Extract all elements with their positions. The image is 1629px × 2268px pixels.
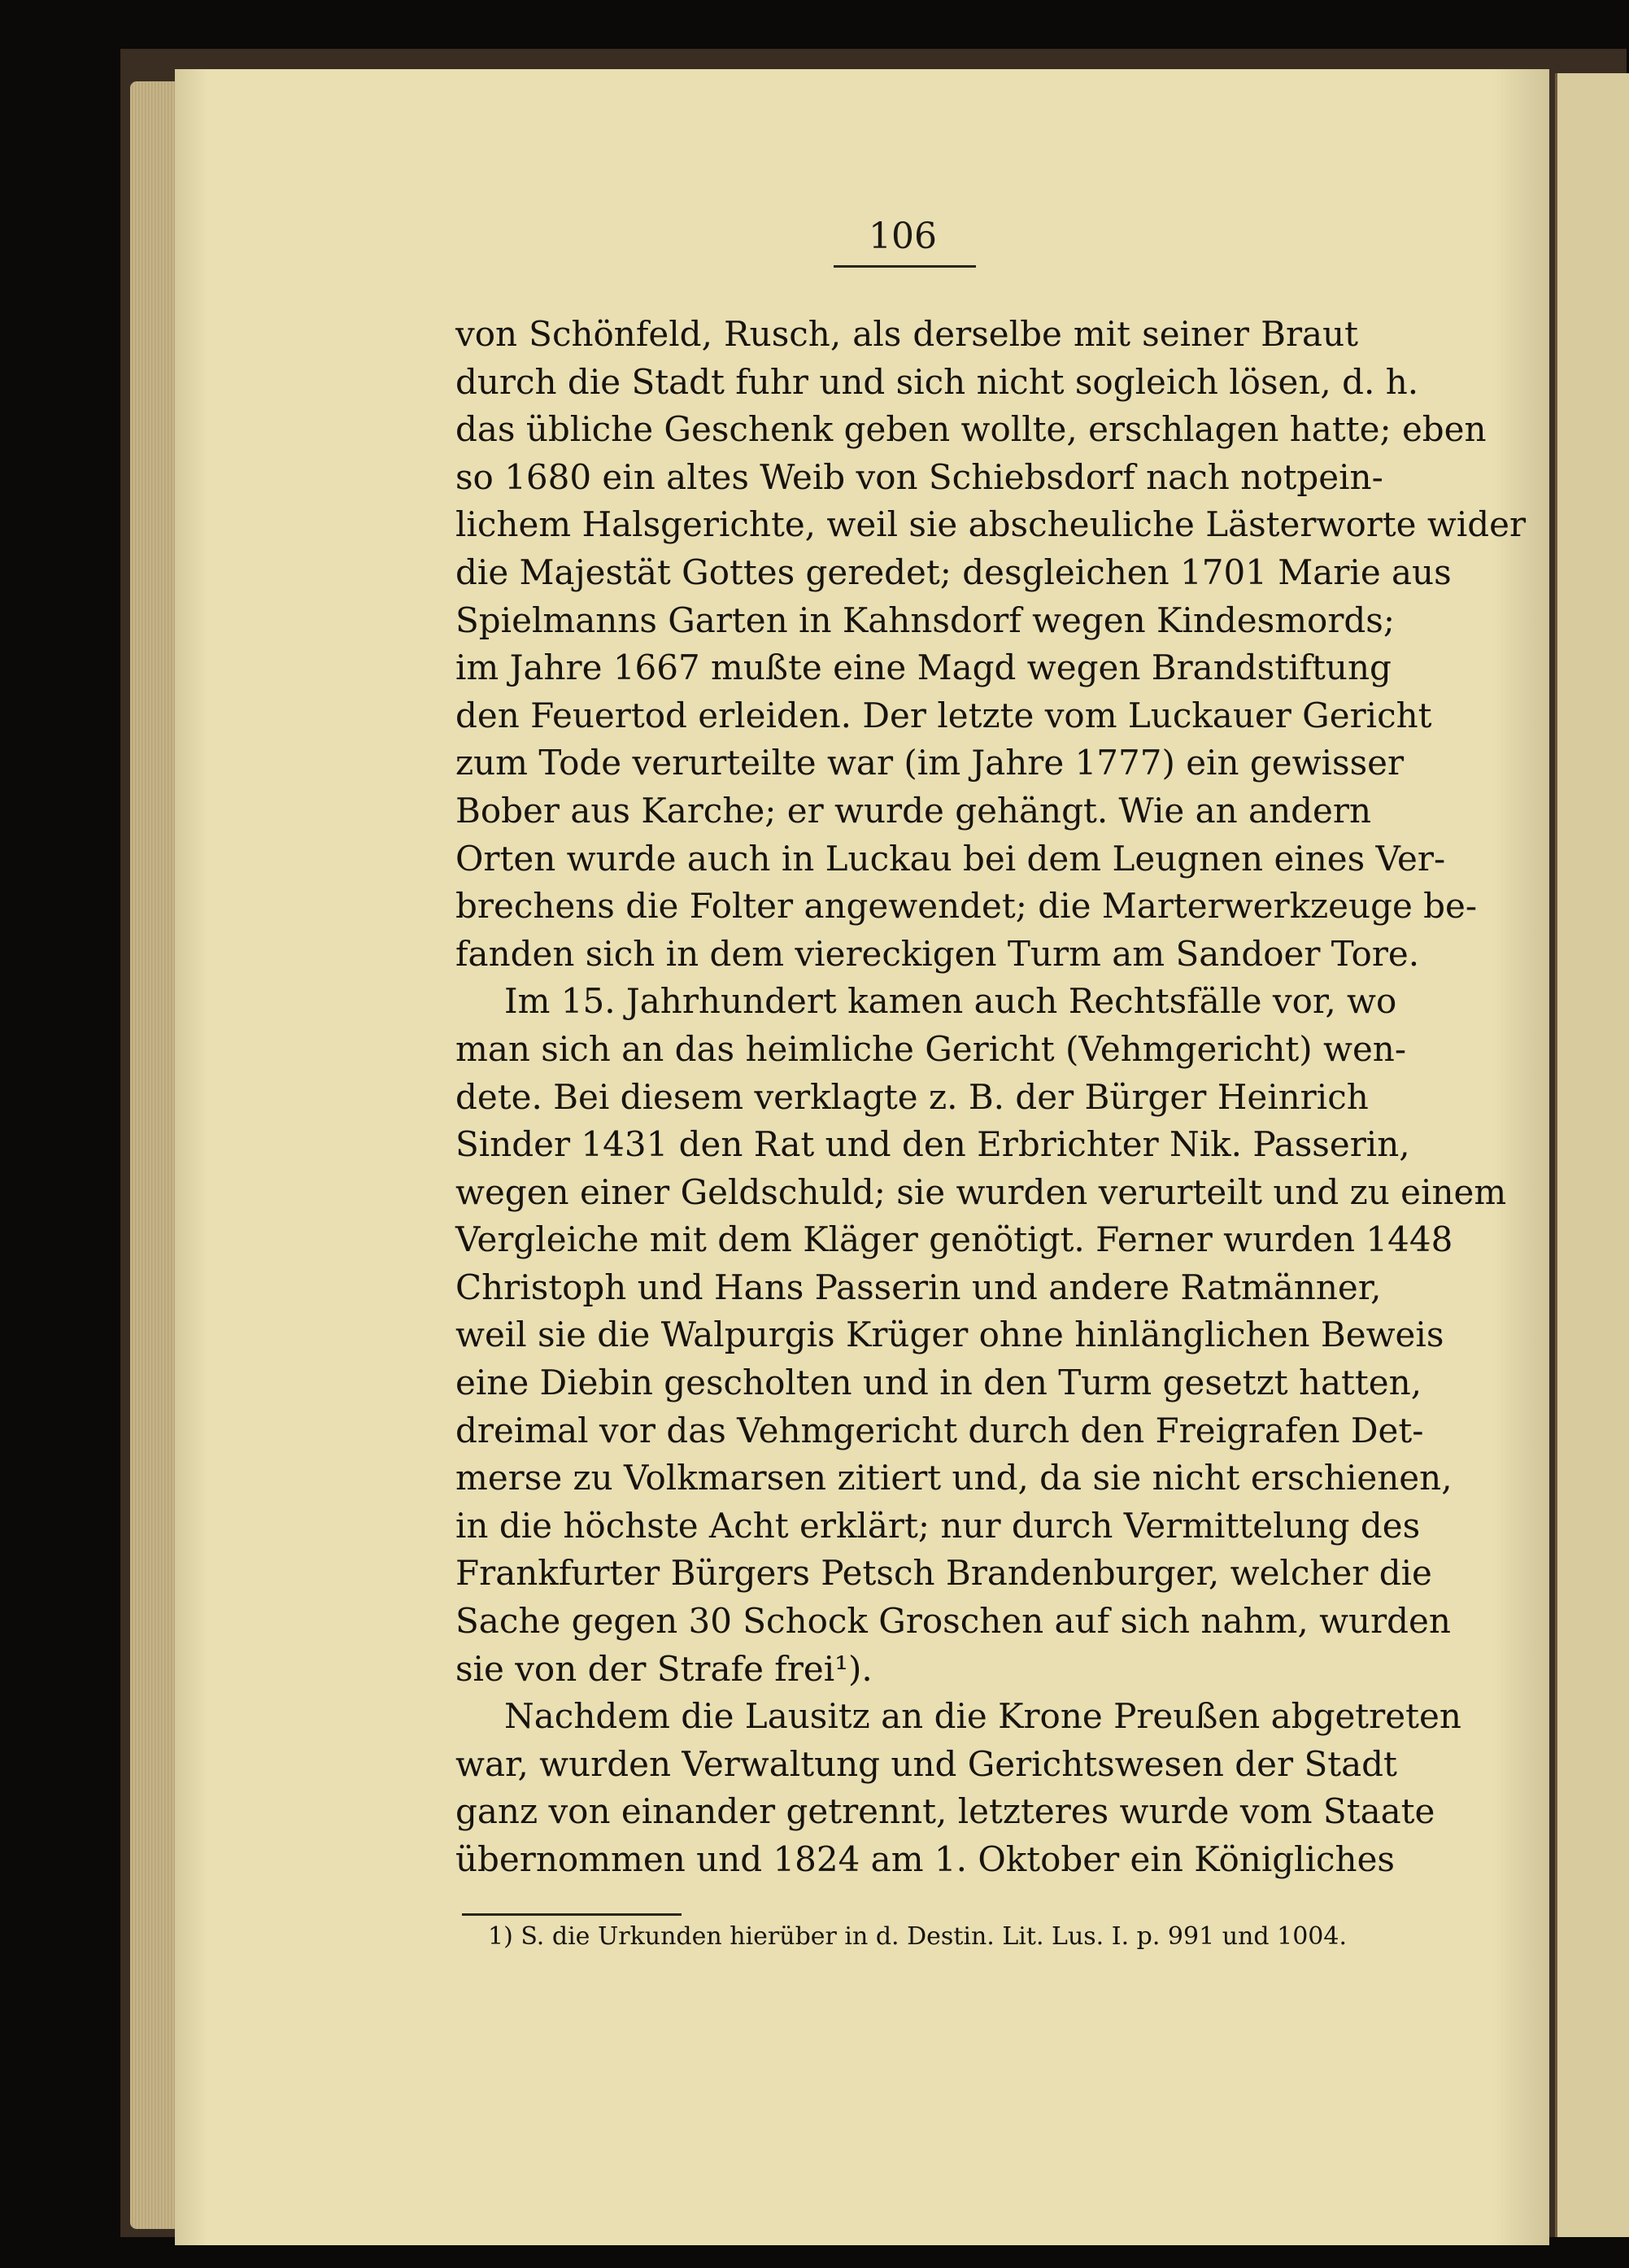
text-line: in die höchste Acht erklärt; nur durch Vermittelung des: [455, 1505, 1421, 1546]
text-line: lichem Halsgerichte, weil sie abscheuliche Lästerworte wider: [455, 504, 1527, 545]
text-line: war, wurden Verwaltung und Gerichtswesen der Stadt: [455, 1743, 1397, 1784]
text-line: weil sie die Walpurgis Krüger ohne hinlänglichen Beweis: [455, 1315, 1444, 1355]
text-line: Orten wurde auch in Luckau bei dem Leugnen eines Ver-: [455, 838, 1446, 879]
text-line: von Schönfeld, Rusch, als derselbe mit seiner Braut: [455, 314, 1358, 354]
text-line: so 1680 ein altes Weib von Schiebsdorf nach notpein-: [455, 456, 1383, 497]
text-line: brechens die Folter angewendet; die Marterwerkzeuge be-: [455, 886, 1478, 927]
text-line: Nachdem die Lausitz an die Krone Preußen abgetreten: [504, 1696, 1461, 1737]
text-line: wegen einer Geldschuld; sie wurden verurteilt und zu einem: [455, 1171, 1507, 1212]
text-line: dreimal vor das Vehmgericht durch den Freigrafen Det-: [455, 1410, 1424, 1450]
page-number: 106: [869, 216, 937, 257]
page-number-rule: [834, 265, 976, 268]
text-line: Sache gegen 30 Schock Groschen auf sich nahm, wurden: [455, 1601, 1451, 1642]
text-line: Spielmanns Garten in Kahnsdorf wegen Kindesmords;: [455, 600, 1395, 640]
text-line: den Feuertod erleiden. Der letzte vom Luckauer Gericht: [455, 695, 1432, 735]
text-line: ganz von einander getrennt, letzteres wurde vom Staate: [455, 1791, 1435, 1832]
text-line: übernommen und 1824 am 1. Oktober ein Königliches: [455, 1839, 1395, 1879]
text-line: Im 15. Jahrhundert kamen auch Rechtsfälle vor, wo: [504, 981, 1397, 1022]
text-line: das übliche Geschenk geben wollte, erschlagen hatte; eben: [455, 409, 1487, 450]
footnote: 1) S. die Urkunden hierüber in d. Destin. Lit. Lus. I. p. 991 und 1004.: [488, 1922, 1347, 1951]
text-line: dete. Bei diesem verklagte z. B. der Bürger Heinrich: [455, 1076, 1369, 1117]
text-line: Sinder 1431 den Rat und den Erbrichter Nik. Passerin,: [455, 1124, 1410, 1165]
text-line: Bober aus Karche; er wurde gehängt. Wie an andern: [455, 790, 1372, 831]
text-line: im Jahre 1667 mußte eine Magd wegen Brandstiftung: [455, 648, 1392, 688]
text-line: eine Diebin gescholten und in den Turm gesetzt hatten,: [455, 1363, 1422, 1403]
text-line: man sich an das heimliche Gericht (Vehmgericht) wen-: [455, 1028, 1407, 1069]
text-line: fanden sich in dem viereckigen Turm am Sandoer Tore.: [455, 933, 1420, 974]
body-text: [455, 311, 1527, 1884]
text-line: durch die Stadt fuhr und sich nicht sogleich lösen, d. h.: [455, 361, 1419, 402]
text-line: merse zu Volkmarsen zitiert und, da sie nicht erschienen,: [455, 1458, 1453, 1498]
text-line: zum Tode verurteilte war (im Jahre 1777) ein gewisser: [455, 743, 1405, 783]
text-line: Christoph und Hans Passerin und andere Ratmänner,: [455, 1267, 1382, 1307]
text-line: sie von der Strafe frei¹).: [455, 1648, 873, 1689]
text-line: Frankfurter Bürgers Petsch Brandenburger, welcher die: [455, 1553, 1432, 1594]
facing-page-edge: [1555, 73, 1629, 2237]
text-line: Vergleiche mit dem Kläger genötigt. Ferner wurden 1448: [455, 1219, 1453, 1260]
text-line: die Majestät Gottes geredet; desgleichen 1701 Marie aus: [455, 552, 1452, 592]
